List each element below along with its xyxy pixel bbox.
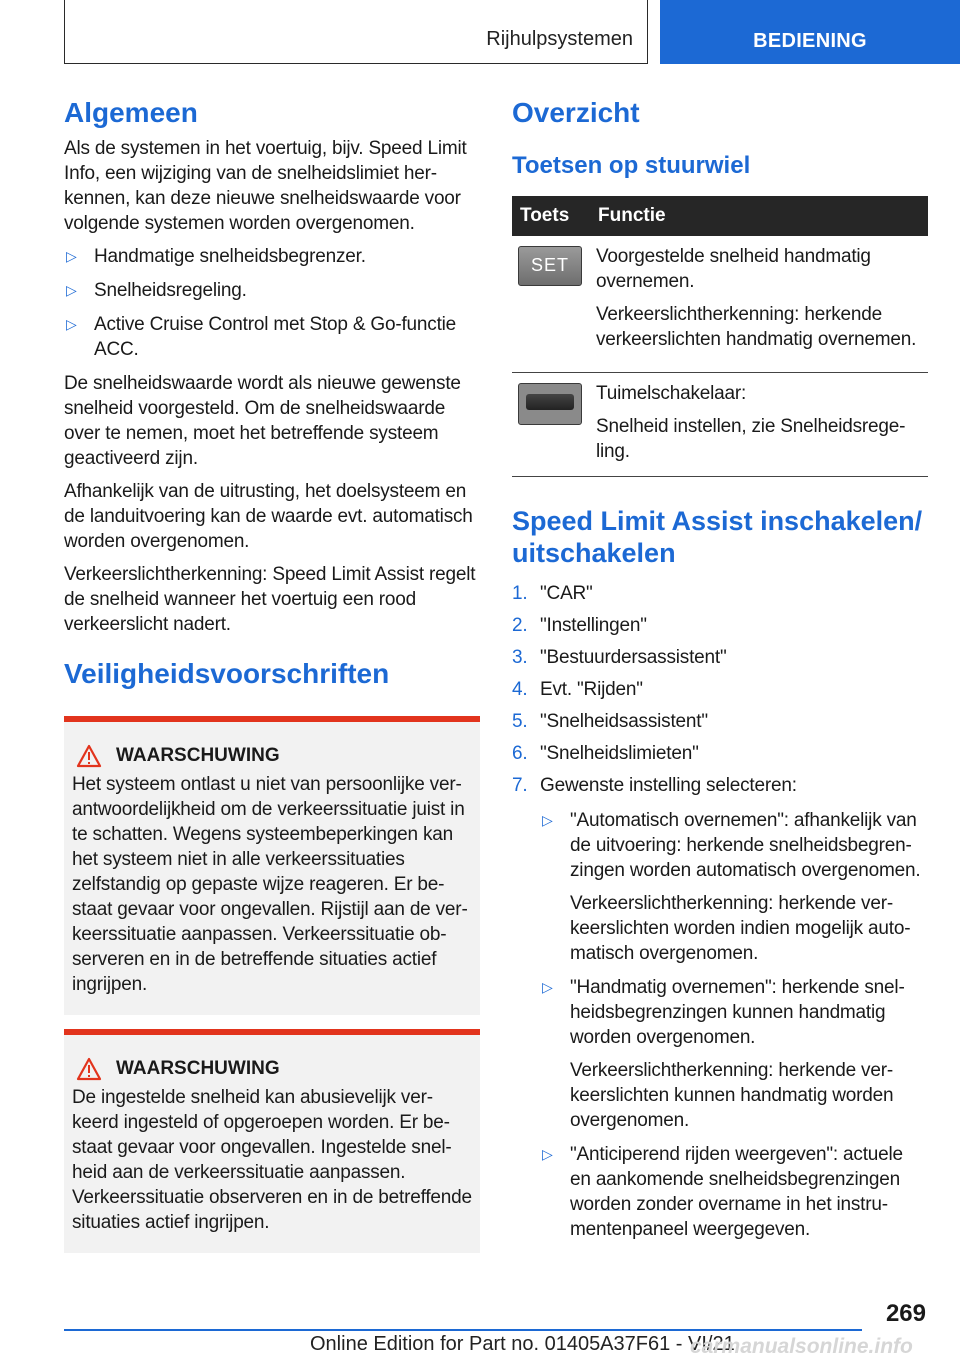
heading-safety: Veiligheidsvoorschriften	[64, 657, 390, 689]
list-item: 1. "CAR"	[512, 583, 593, 605]
chapter-tab	[660, 0, 960, 64]
warning-title: WAARSCHUWING	[76, 744, 472, 768]
triangle-bullet-icon: ▷	[66, 281, 77, 298]
heading-overzicht: Overzicht	[512, 97, 640, 128]
subheading-buttons: Toetsen op stuurwiel	[512, 151, 751, 179]
triangle-bullet-icon: ▷	[66, 315, 77, 332]
warning-triangle-icon	[76, 1057, 102, 1081]
column-header-key: Toets	[512, 196, 590, 236]
paragraph: Verkeerslichtherkenning: Speed Limit Assist regelt de snelheid wanneer het voertuig een rood verkeerslicht nadert.	[64, 563, 476, 635]
options-list	[540, 808, 928, 1242]
paragraph: Afhankelijk van de uitrusting, het doelsysteem en de landuitvoering kan de waarde evt. automatisch worden overgenomen.	[64, 480, 473, 552]
intro-paragraph: Als de systemen in het voertuig, bijv. Speed Limit Info, een wijziging van de snelheidslimiet herkennen, kan deze nieuwe snelheidswaarde voor volgende systemen worden overgenomen.	[64, 137, 467, 234]
warning-text: De ingestelde snelheid kan abusievelijk verkeerd ingesteld of opgeroepen worden. Er bestaat gevaar voor ongevallen. Ingestelde snelheid aan de verkeerssituatie aanpassen. Verkeerssituatie observeren en in de betreffende situaties actief ingrijpen.	[72, 1087, 472, 1234]
page-number: 269	[885, 1300, 926, 1327]
list-item: 4. Evt. "Rijden"	[512, 679, 643, 701]
footer-edition: Online Edition for Part no. 01405A37F61 - VI/21	[310, 1333, 735, 1355]
list-item: 6. "Snelheidslimieten"	[512, 743, 699, 765]
column-header-function: Functie	[590, 196, 928, 236]
function-text: Voorgestelde snelheid handmatig overnemen.	[596, 245, 871, 292]
warning-box	[64, 1029, 480, 1253]
function-extra: Verkeerslichtherkenning: herkende verkeerslichten handmatig overnemen.	[596, 303, 917, 350]
table-row	[512, 372, 928, 476]
list-item: ▷ "Handmatig overnemen": herkende snelheidsbegrenzingen kunnen handmatig worden overgenomen. Verkeerslichtherkenning: herkende verkeerslichten kunnen handmatig worden overgenomen.	[542, 977, 905, 1132]
list-item: ▷ "Automatisch overnemen": afhankelijk van de uitvoering: herkende snelheidsbegrenzingen worden automatisch overgenomen. Verkeerslichtherkenning: herkende verkeerslichten worden indien mogelijk automatisch overgenomen.	[542, 810, 921, 965]
list-item: ▷ Active Cruise Control met Stop & Go-functie ACC.	[66, 313, 457, 360]
systems-list	[64, 244, 480, 362]
steps-list	[512, 581, 928, 1242]
triangle-bullet-icon: ▷	[542, 1146, 553, 1163]
list-item: 7. Gewenste instelling selecteren: ▷ "Automatisch overnemen": afhankelijk van de uitvoering: herkende snelheidsbegrenzingen worden automatisch overgenomen. Verkeerslichtherkenning: herkende verkeerslichten worden indien mogelijk automatisch overgenomen. ▷ "Handmatig overnemen": herkende snelheidsbegrenzingen kunnen handmatig worden overgenomen. Verkeerslichtherkenning: herkende verkeerslichten kunnen handmatig worden overgenomen. ▷ "Anticiperend rijden weergeven": actuele en aankomende snelheidsbegrenzingen worden zonder overname in het instrumentenpaneel weergegeven.	[512, 773, 928, 1242]
header-section-box	[64, 0, 648, 64]
watermark: carmanualsonline.info	[690, 1335, 913, 1358]
heading-algemeen: Algemeen	[64, 97, 198, 128]
set-button-icon: SET	[518, 246, 582, 286]
buttons-table	[512, 196, 928, 477]
rocker-switch-icon	[518, 383, 582, 425]
list-item: 3. "Bestuurdersassistent"	[512, 647, 727, 669]
function-extra: Snelheid instellen, zie Snelheidsregeling.	[596, 415, 906, 462]
chapter-title: BEDIENING	[753, 30, 867, 52]
heading-activate: Speed Limit Assist inschakelen/ uitschakelen	[512, 505, 923, 568]
warning-text: Het systeem ontlast u niet van persoonlijke verantwoordelijkheid om de verkeerssituatie juist in te schatten. Wegens systeembeperkingen kan het systeem niet in alle verkeerssituaties zelfstandig op gepaste wijze reageren. Er bestaat gevaar voor ongevallen. Rijstijl aan de verkeerssituatie aanpassen. Verkeerssituatie observeren en in de betreffende situaties actief ingrijpen.	[72, 774, 468, 996]
function-text: Tuimelschakelaar:	[596, 382, 747, 404]
section-title: Rijhulpsystemen	[486, 28, 633, 50]
triangle-bullet-icon: ▷	[66, 247, 77, 264]
left-column	[64, 96, 480, 1253]
list-item: 5. "Snelheidsassistent"	[512, 711, 708, 733]
list-item: 2. "Instellingen"	[512, 615, 647, 637]
warning-box	[64, 716, 480, 1015]
warning-triangle-icon	[76, 744, 102, 768]
right-column	[512, 96, 928, 1251]
list-item: ▷ "Anticiperend rijden weergeven": actuele en aankomende snelheidsbegrenzingen worden zonder overname in het instrumentenpaneel weergegeven.	[542, 1144, 903, 1241]
footer-divider	[64, 1329, 862, 1331]
list-item: ▷ Snelheidsregeling.	[66, 279, 247, 301]
paragraph: De snelheidswaarde wordt als nieuwe gewenste snelheid voorgesteld. Om de snelheidswaarde over te nemen, moet het betreffende systeem geactiveerd zijn.	[64, 372, 461, 469]
warning-title: WAARSCHUWING	[76, 1057, 472, 1081]
table-row	[512, 236, 928, 373]
triangle-bullet-icon: ▷	[542, 979, 553, 996]
list-item: ▷ Handmatige snelheidsbegrenzer.	[66, 245, 366, 267]
triangle-bullet-icon: ▷	[542, 812, 553, 829]
